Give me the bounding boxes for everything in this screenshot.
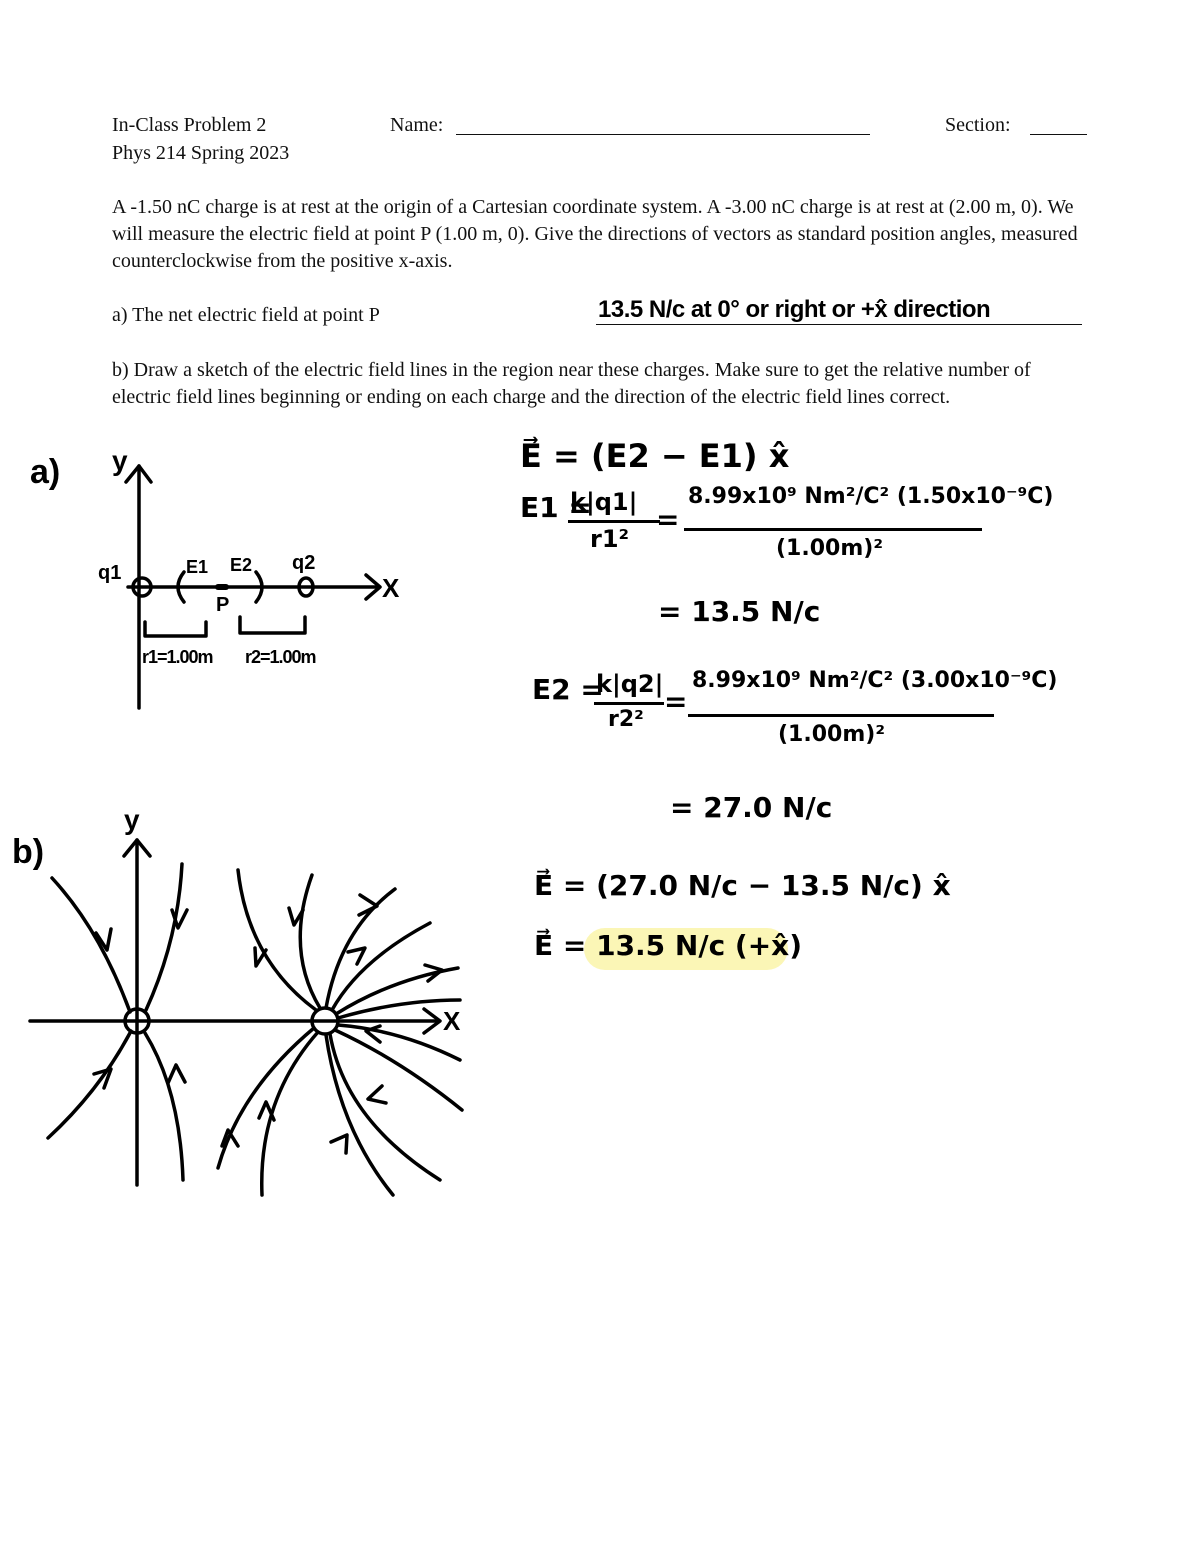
e2-equals: = bbox=[664, 685, 688, 718]
e1-substitution-den: (1.00m)² bbox=[776, 536, 883, 561]
section-label: Section: bbox=[945, 114, 1011, 136]
e1-lhs: E1 = bbox=[520, 491, 592, 524]
part-b-prompt: b) Draw a sketch of the electric field lines in the region near these charges. Make sure to get the relative number of electric field lines beginning or ending on each charge and the direction of the electric field lines correct. bbox=[112, 359, 1031, 408]
r1-label: r1=1.00m bbox=[142, 647, 213, 667]
e2-lhs: E2 = bbox=[532, 673, 604, 706]
e1-substitution-bar bbox=[684, 528, 982, 531]
e1-substitution-num: 8.99x10⁹ Nm²/C² (1.50x10⁻⁹C) bbox=[688, 484, 1054, 509]
net-field-substitution: E⃗ = (27.0 N/c − 13.5 N/c) x̂ bbox=[534, 869, 951, 902]
e2-label: E2 bbox=[230, 555, 253, 575]
q1-label: q1 bbox=[98, 562, 122, 584]
net-field-final: E⃗ = 13.5 N/c (+x̂) bbox=[534, 929, 803, 962]
course-term: Phys 214 Spring 2023 bbox=[112, 142, 290, 164]
e2-formula-num: k|q2| bbox=[596, 670, 664, 698]
e1-formula-num: k|q1| bbox=[570, 488, 638, 516]
part-a-answer-line bbox=[596, 324, 1082, 325]
e1-equals: = bbox=[656, 503, 680, 536]
net-field-expression: E⃗ = (E2 − E1) x̂ bbox=[520, 437, 790, 475]
diagram-b-x-label: X bbox=[443, 1006, 461, 1036]
e2-result: = 27.0 N/c bbox=[670, 791, 833, 824]
e1-label: E1 bbox=[186, 557, 209, 577]
point-p-label: P bbox=[216, 594, 230, 616]
e2-substitution-bar bbox=[688, 714, 994, 717]
e2-substitution-num: 8.99x10⁹ Nm²/C² (3.00x10⁻⁹C) bbox=[692, 668, 1058, 693]
part-a-answer: 13.5 N/c at 0° or right or +x̂ direction bbox=[598, 296, 991, 323]
assignment-title: In-Class Problem 2 bbox=[112, 114, 267, 136]
e1-formula-den: r1² bbox=[590, 525, 630, 553]
e1-formula-bar bbox=[568, 520, 660, 523]
section-field[interactable] bbox=[1030, 134, 1087, 135]
r2-label: r2=1.00m bbox=[245, 647, 316, 667]
name-field[interactable] bbox=[456, 134, 870, 135]
diagram-b-y-label: y bbox=[124, 804, 140, 835]
diagram-a-y-label: y bbox=[112, 445, 128, 476]
e2-formula-bar bbox=[594, 702, 664, 705]
e1-result: = 13.5 N/c bbox=[658, 595, 821, 628]
name-label: Name: bbox=[390, 114, 444, 136]
problem-statement: A -1.50 nC charge is at rest at the origin of a Cartesian coordinate system. A -3.00 nC charge is at rest at (2.00 m, 0). We will measure the electric field at point P (1.00 m, 0). Give the directions of vectors as standard position angles, measured counterclockwise from the positive x-axis. bbox=[112, 196, 1078, 272]
diagram-b-label: b) bbox=[12, 833, 45, 871]
diagram-a-label: a) bbox=[30, 453, 61, 491]
part-a-prompt: a) The net electric field at point P bbox=[112, 304, 380, 326]
e2-substitution-den: (1.00m)² bbox=[778, 722, 885, 747]
e2-formula-den: r2² bbox=[608, 707, 644, 732]
q2-label: q2 bbox=[292, 552, 316, 574]
diagram-a-x-label: X bbox=[382, 573, 400, 603]
